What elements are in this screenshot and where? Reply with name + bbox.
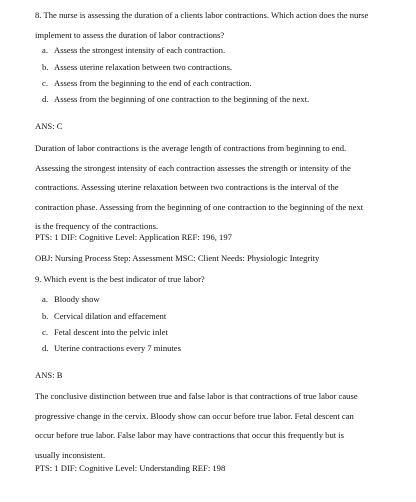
question-9-option-c [42,324,168,340]
option-letter: b. [42,311,49,321]
question-8-stem-line-1: 8. The nurse is assessing the duration of a clients labor contractions. Which action does the nurse [35,10,369,20]
option-letter: a. [42,294,48,304]
option-text: Assess the strongest intensity of each contraction. [54,45,226,55]
option-text: Assess from the beginning to the end of each contraction. [54,78,252,88]
question-9-option-d [42,340,181,356]
question-8-stem-line-2: implement to assess the duration of labor contractions? [35,29,225,40]
question-9-pts: PTS: 1 DIF: Cognitive Level: Understanding REF: 198 [35,463,226,473]
option-letter: a. [42,45,48,55]
question-9-answer: ANS: B [35,370,63,380]
rationale-line: Assessing the strongest intensity of each contraction assesses the strength or intensity of the [35,162,351,173]
option-letter: d. [42,94,49,104]
question-9-rationale [35,387,382,465]
question-9-stem: 9. Which event is the best indicator of true labor? [35,274,205,284]
option-letter: d. [42,343,49,353]
rationale-line: contraction phase. Assessing from the beginning of one contraction to the beginning of the next [35,201,364,212]
question-8-option-c [42,75,252,91]
option-text: Fetal descent into the pelvic inlet [54,327,168,337]
rationale-line: usually inconsistent. [35,449,106,460]
question-8-option-a [42,42,225,58]
option-letter: c. [42,327,48,337]
option-text: Bloody show [54,294,100,304]
question-9-option-a [42,291,100,307]
option-letter: c. [42,78,48,88]
rationale-line: Duration of labor contractions is the average length of contractions from beginning to end. [35,143,347,153]
rationale-line: occur before true labor. False labor may have contractions that occur this frequently but is [35,430,345,440]
rationale-line: is the frequency of the contractions. [35,221,159,231]
option-letter: b. [42,62,49,72]
question-8-answer: ANS: C [35,121,63,131]
question-8-option-d [42,91,309,107]
option-text: Assess from the beginning of one contraction to the beginning of the next. [54,94,310,104]
option-text: Uterine contractions every 7 minutes [54,343,181,353]
question-8-option-b [42,59,232,75]
question-8-rationale [35,139,382,237]
question-9-option-b [42,308,166,324]
option-text: Assess uterine relaxation between two contractions. [54,62,233,72]
rationale-line: The conclusive distinction between true and false labor is that contractions of true labor cause [35,391,358,401]
option-text: Cervical dilation and effacement [54,311,167,321]
question-8-obj: OBJ: Nursing Process Step: Assessment MSC: Client Needs: Physiologic Integrity [35,253,320,263]
question-8-pts: PTS: 1 DIF: Cognitive Level: Application REF: 196, 197 [35,232,232,242]
rationale-line: progressive change in the cervix. Bloody show can occur before true labor. Fetal descent can [35,410,354,421]
question-8-stem [35,6,382,45]
rationale-line: contractions. Assessing uterine relaxation between two contractions is the interval of the [35,182,339,192]
